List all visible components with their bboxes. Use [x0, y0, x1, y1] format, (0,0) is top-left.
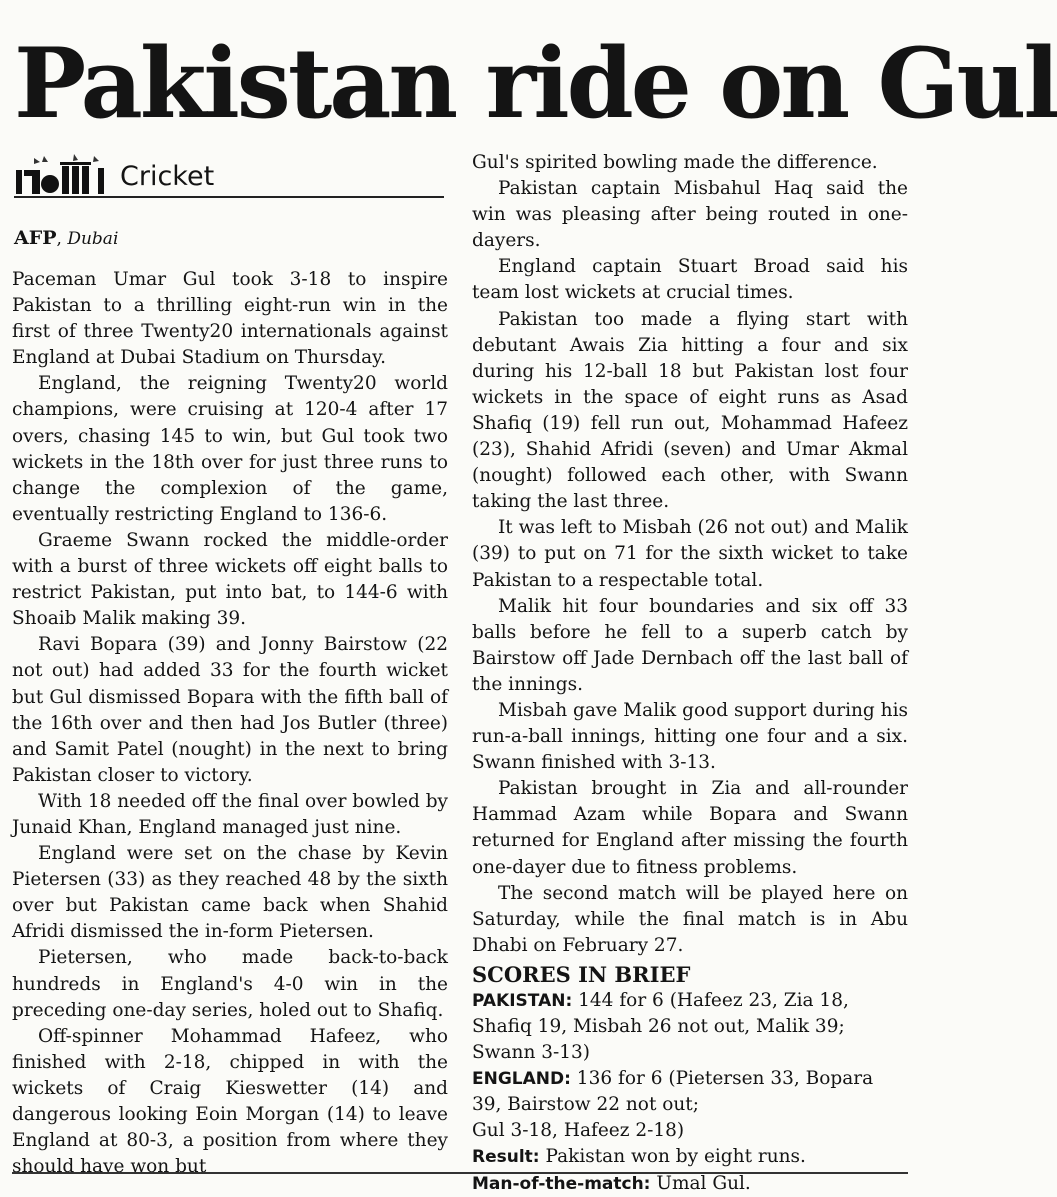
score-motm-label: Man-of-the-match: [472, 1173, 651, 1194]
byline-separator: , [56, 229, 68, 249]
score-motm-text: Umal Gul. [650, 1172, 751, 1194]
paragraph: England captain Stuart Broad said his team lost wickets at crucial times. [472, 256, 908, 304]
score-man-of-match [472, 1171, 908, 1197]
paragraph: Graeme Swann rocked the middle-order with a burst of three wickets off eight balls to restrict Pakistan, put into bat, to 144-6 with Shoaib Malik making 39. [12, 529, 448, 630]
score-result [472, 1144, 908, 1170]
paragraph: Pakistan captain Misbahul Haq said the win was pleasing after being routed in one-dayers. [472, 178, 908, 252]
paragraph: Paceman Umar Gul took 3-18 to inspire Pakistan to a thrilling eight-run win in the first of three Twenty20 internationals against England at Dubai Stadium on Thursday. [12, 269, 448, 369]
paragraph: It was left to Misbah (26 not out) and Malik (39) to put on 71 for the sixth wicket to take Pakistan to a respectable total. [472, 517, 908, 591]
score-england-text: 136 for 6 (Pietersen 33, Bopara 39, Bairstow 22 not out; [472, 1068, 874, 1116]
article-left-column [12, 267, 448, 1180]
paragraph: England were set on the chase by Kevin Pietersen (33) as they reached 48 by the sixth over but Pakistan came back when Shahid Afridi dismissed the in-form Pietersen. [12, 843, 448, 943]
score-england-label: ENGLAND: [472, 1069, 571, 1090]
paragraph: Misbah gave Malik good support during his run-a-ball innings, hitting one four and a six. Swann finished with 3-13. [472, 699, 908, 774]
section-tag [14, 150, 444, 198]
paragraph: With 18 needed off the final over bowled by Junaid Khan, England managed just nine. [12, 790, 448, 838]
byline [14, 226, 444, 251]
score-result-text: Pakistan won by eight runs. [539, 1146, 806, 1168]
paragraph: Gul's spirited bowling made the difference. [472, 152, 878, 173]
paragraph: England, the reigning Twenty20 world champions, were cruising at 120-4 after 17 overs, chasing 145 to win, but Gul took two wickets in the 18th over for just three runs to change the complexion of the game, eventually restricting England to 136-6. [12, 373, 448, 525]
paragraph: The second match will be played here on Saturday, while the final match is in Abu Dhabi on February 27. [472, 882, 908, 956]
section-label: Cricket [120, 161, 215, 192]
paragraph: Pietersen, who made back-to-back hundreds in England's 4-0 win in the preceding one-day series, holed out to Shafiq. [12, 947, 448, 1021]
score-england-bowling: Gul 3-18, Hafeez 2-18) [472, 1120, 685, 1142]
paragraph: Pakistan too made a flying start with debutant Awais Zia hitting a four and six during his 12-ball 18 but Pakistan lost four wickets in the space of eight runs as Asad Shafiq (19) fell run out, Mohammad Hafeez (23), Shahid Afridi (seven) and Umar Akmal (nought) followed each other, with Swann taking the last three. [472, 308, 908, 513]
score-pakistan [472, 988, 908, 1066]
article-right-column [472, 150, 908, 1197]
byline-place: Dubai [67, 229, 119, 249]
headline: Pakistan ride on Gul [14, 27, 1057, 140]
bottom-divider [12, 1172, 908, 1174]
paragraph: Malik hit four boundaries and six off 33 balls before he fell to a superb catch by Bairstow off Jade Dernbach off the last ball of the innings. [472, 595, 908, 695]
paragraph: Pakistan brought in Zia and all-rounder Hammad Azam while Bopara and Swann returned for England after missing the fourth one-dayer due to fitness problems. [472, 778, 908, 878]
scores-in-brief-title: SCORES IN BRIEF [472, 961, 691, 987]
score-result-label: Result: [472, 1147, 540, 1168]
score-pakistan-label: PAKISTAN: [472, 990, 573, 1011]
score-england [472, 1066, 908, 1118]
byline-agency: AFP [14, 227, 57, 249]
cricket-stumps-icon [14, 154, 114, 194]
paragraph: Off-spinner Mohammad Hafeez, who finished with 2-18, chipped in with the wickets of Craig Kieswetter (14) and dangerous looking Eoin Morgan (14) to leave England at 80-3, a position from where they should have won but [12, 1025, 448, 1178]
paragraph: Ravi Bopara (39) and Jonny Bairstow (22 not out) had added 33 for the fourth wicket but Gul dismissed Bopara with the fifth ball of the 16th over and then had Jos Butler (three) and Samit Patel (nought) in the next to bring Pakistan closer to victory. [12, 634, 448, 786]
score-pakistan-text: 144 for 6 (Hafeez 23, Zia 18, Shafiq 19, Misbah 26 not out, Malik 39; Swann 3-13) [472, 989, 849, 1064]
